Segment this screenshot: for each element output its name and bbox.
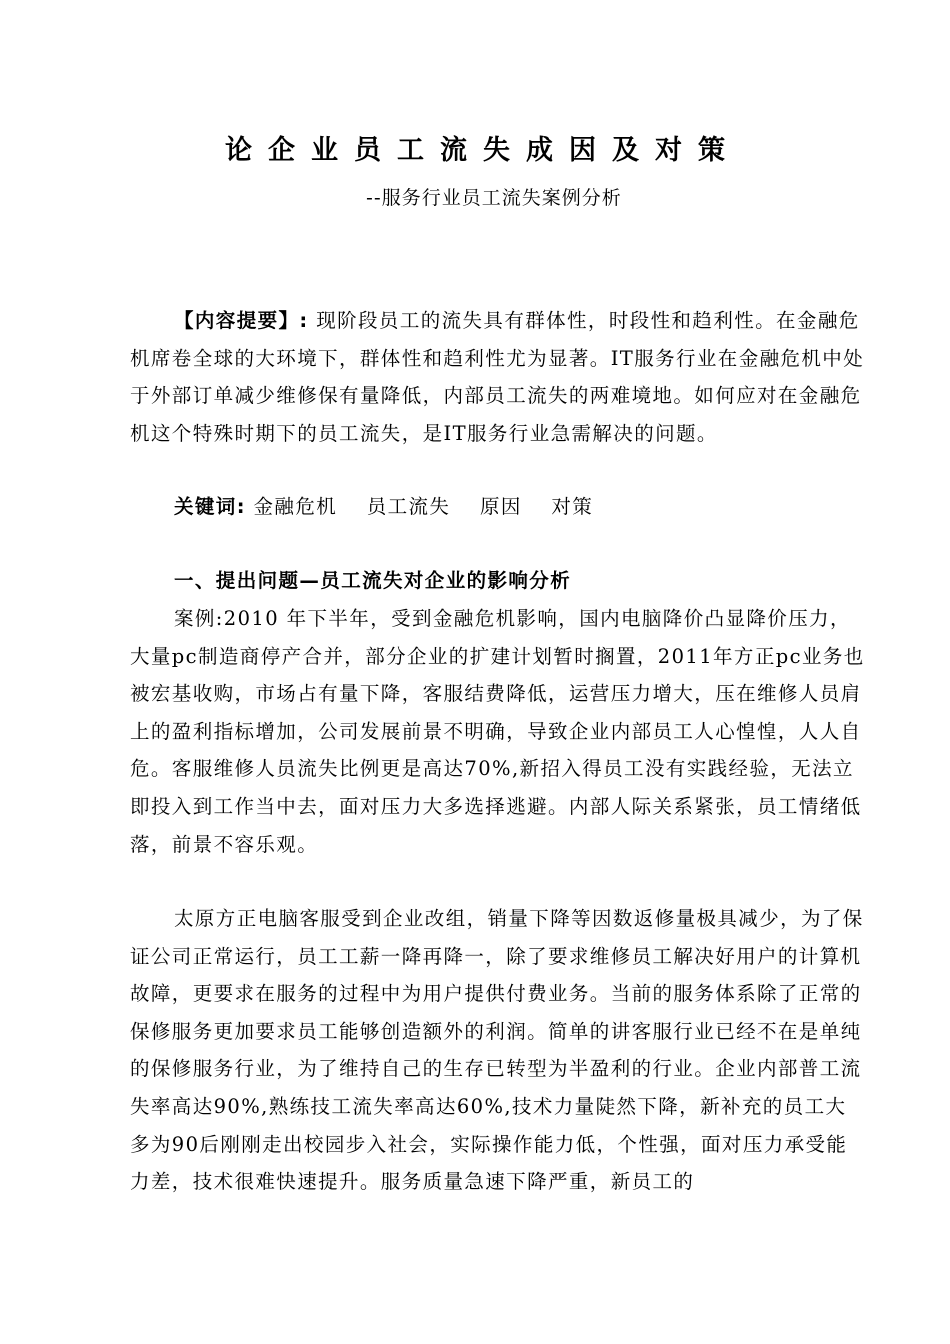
document-subtitle: --服务行业员工流失案例分析 xyxy=(366,187,622,209)
abstract-text: 现阶段员工的流失具有群体性，时段性和趋利性。在金融危机席卷全球的大环境下，群体性和趋利性尤为显著。IT服务行业在金融危机中处于外部订单减少维修保有量降低，内部员工流失的两难境地。如何应对在金融危机这个特殊时期下的员工流失，是IT服务行业急需解决的问题。 xyxy=(130,309,865,445)
keyword-term: 对策 xyxy=(551,495,594,518)
abstract-label: 【内容提要】: xyxy=(174,309,309,332)
abstract-paragraph xyxy=(130,302,865,452)
body-paragraph: 案例:2010 年下半年，受到金融危机影响，国内电脑降价凸显降价压力，大量pc制造商停产合并，部分企业的扩建计划暂时搁置，2011年方正pc业务也被宏基收购，市场占有量下降，客服结费降低，运营压力增大，压在维修人员肩上的盈利指标增加，公司发展前景不明确，导致企业内部员工人心惶惶，人人自危。客服维修人员流失比例更是高达70%,新招入得员工没有实践经验，无法立即投入到工作当中去，面对压力大多选择逃避。内部人际关系紧张，员工情绪低落，前景不容乐观。 xyxy=(130,607,865,856)
document-title: 论企业员工流失成因及对策 xyxy=(225,135,741,166)
keyword-term: 员工流失 xyxy=(366,495,451,518)
body-paragraph: 太原方正电脑客服受到企业改组，销量下降等因数返修量极具减少，为了保证公司正常运行，员工工薪一降再降一，除了要求维修员工解决好用户的计算机故障，更要求在服务的过程中为用户提供付费业务。当前的服务体系除了正常的保修服务更加要求员工能够创造额外的利润。简单的讲客服行业已经不在是单纯的保修服务行业，为了维持自己的生存已转型为半盈利的行业。企业内部普工流失率高达90%,熟练技工流失率高达60%,技术力量陡然下降，新补充的员工大多为90后刚刚走出校园步入社会，实际操作能力低，个性强，面对压力承受能力差，技术很难快速提升。服务质量急速下降严重，新员工的 xyxy=(130,907,864,1194)
keywords-label: 关键词: xyxy=(174,495,246,518)
keywords-line xyxy=(130,488,865,526)
keyword-term: 金融危机 xyxy=(253,495,338,518)
keyword-term: 原因 xyxy=(479,495,522,518)
section-heading: 一、提出问题—员工流失对企业的影响分析 xyxy=(174,569,572,592)
